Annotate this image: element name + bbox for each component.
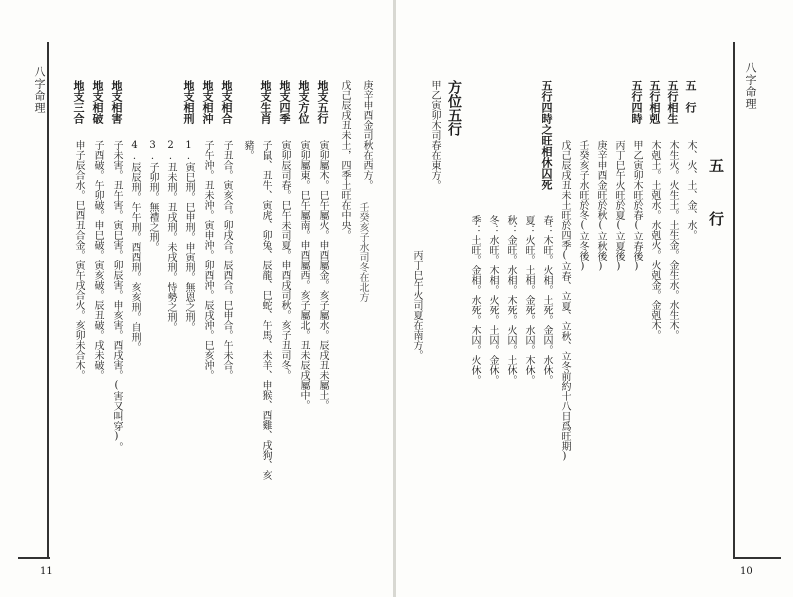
left-page-border xyxy=(47,42,49,557)
row-text: 戊己辰戌丑未土旺於四季(立春、立夏、立秋、立冬前約十八日爲旺期) xyxy=(559,140,570,462)
left-season-line: 戊己辰戌丑未土，四季土旺在中央。 xyxy=(339,80,350,240)
left-season-line: 庚辛申酉金司秋在西方。 xyxy=(361,80,372,190)
row-text: 秋：金旺。水相。木死。火囚。土休。 xyxy=(505,215,516,385)
left-page-header: 八字命理 xyxy=(33,66,46,114)
row-text: 子午沖。丑未沖。寅申沖。卯酉沖。辰戌沖。巳亥沖。 xyxy=(202,140,213,380)
row-text: 寅卯辰司春。巳午未司夏。申酉戌司秋。亥子丑司冬。 xyxy=(279,140,290,380)
right-page-header: 八字命理 xyxy=(744,62,757,110)
row-text: 申子辰合水。巳酉丑合金。寅午戌合火。亥卯未合木。 xyxy=(73,140,84,380)
row-text: 冬：水旺。木相。火死。土囚。金休。 xyxy=(487,215,498,385)
row-text: 子丑合。寅亥合。卯戌合。辰酉合。巳申合。午未合。 xyxy=(221,140,232,380)
row-text: 1.寅巳刑。巳申刑。申寅刑。無恩之刑。 xyxy=(183,140,194,332)
row-text: 豬。 xyxy=(242,140,253,160)
row-text: 丙丁巳午火旺於夏(立夏後) xyxy=(613,140,624,272)
row-label: 五 行 xyxy=(684,80,697,113)
left-page xyxy=(0,0,395,597)
right-page-footer-rule xyxy=(733,557,781,559)
left-page-footer-rule xyxy=(18,557,50,559)
row-text: 甲乙寅卯木旺於春(立春後) xyxy=(631,140,642,272)
row-text: 夏：火旺。土相。金死。水囚。木休。 xyxy=(523,215,534,385)
row-label: 地支相刑 xyxy=(182,80,195,124)
row-text: 子未害。丑午害。寅巳害。卯辰害。申亥害。酉戌害。(害又叫穿)。 xyxy=(111,140,122,452)
section-row-text: 甲乙寅卯木司春在東方。 xyxy=(429,80,440,190)
row-label: 五行四時之旺相休囚死 xyxy=(540,80,553,190)
row-text: 木生火。火生土。土生金。金生水。水生木。 xyxy=(667,140,678,340)
row-text: 庚辛申酉金旺於秋(立秋後) xyxy=(595,140,606,272)
row-label: 地支相沖 xyxy=(201,80,214,124)
row-text: 子鼠、丑牛、寅虎、卯兔、辰龍、巳蛇、午馬、未羊、申猴、酉雞、戌狗、亥 xyxy=(260,140,271,480)
row-label: 地支相合 xyxy=(220,80,233,124)
row-text: 4.辰辰刑。午午刑。酉酉刑。亥亥刑。自刑。 xyxy=(129,140,140,352)
chapter-title: 五 行 xyxy=(707,158,725,236)
row-text: 2.丑未刑。丑戌刑。未戌刑。恃勢之刑。 xyxy=(165,140,176,332)
row-text: 寅卯屬東。巳午屬南。申酉屬西。亥子屬北。丑未辰戌屬中。 xyxy=(298,140,309,410)
handwritten-annotation: 壬癸亥子水司冬在北方 xyxy=(357,202,368,302)
row-label: 地支三合 xyxy=(72,80,85,124)
row-text: 壬癸亥子水旺於冬(立冬後) xyxy=(577,140,588,272)
row-label: 五行相剋 xyxy=(648,80,661,124)
row-text: 季：土旺。金相。水死。木囚。火休。 xyxy=(469,215,480,385)
row-label: 五行四時 xyxy=(630,80,643,124)
row-text: 3.子卯刑。無禮之刑。 xyxy=(147,140,158,252)
row-text: 子酉破。午卯破。申巳破。寅亥破。辰丑破。戌未破。 xyxy=(92,140,103,380)
right-page-border xyxy=(733,42,735,557)
row-label: 地支五行 xyxy=(316,80,329,124)
row-label: 地支相破 xyxy=(91,80,104,124)
row-label: 地支相害 xyxy=(110,80,123,124)
section-row-text: 丙丁巳午火司夏在南方。 xyxy=(411,250,422,360)
right-page-number: 10 xyxy=(740,566,753,577)
row-label: 地支生肖 xyxy=(259,80,272,124)
left-page-number: 11 xyxy=(40,566,53,577)
row-text: 木剋土。土剋水。水剋火。火剋金。金剋木。 xyxy=(649,140,660,340)
row-label: 地支方位 xyxy=(297,80,310,124)
right-page xyxy=(396,0,793,597)
row-label: 五行相生 xyxy=(666,80,679,124)
row-text: 寅卯屬木。巳午屬火。申酉屬金。亥子屬水。辰戌丑未屬土。 xyxy=(317,140,328,410)
section-title: 方位五行 xyxy=(446,80,462,136)
row-text: 木、火、土、金、水。 xyxy=(685,140,696,240)
row-text: 春：木旺。火相。土死。金囚。水休。 xyxy=(541,215,552,385)
row-label: 地支四季 xyxy=(278,80,291,124)
